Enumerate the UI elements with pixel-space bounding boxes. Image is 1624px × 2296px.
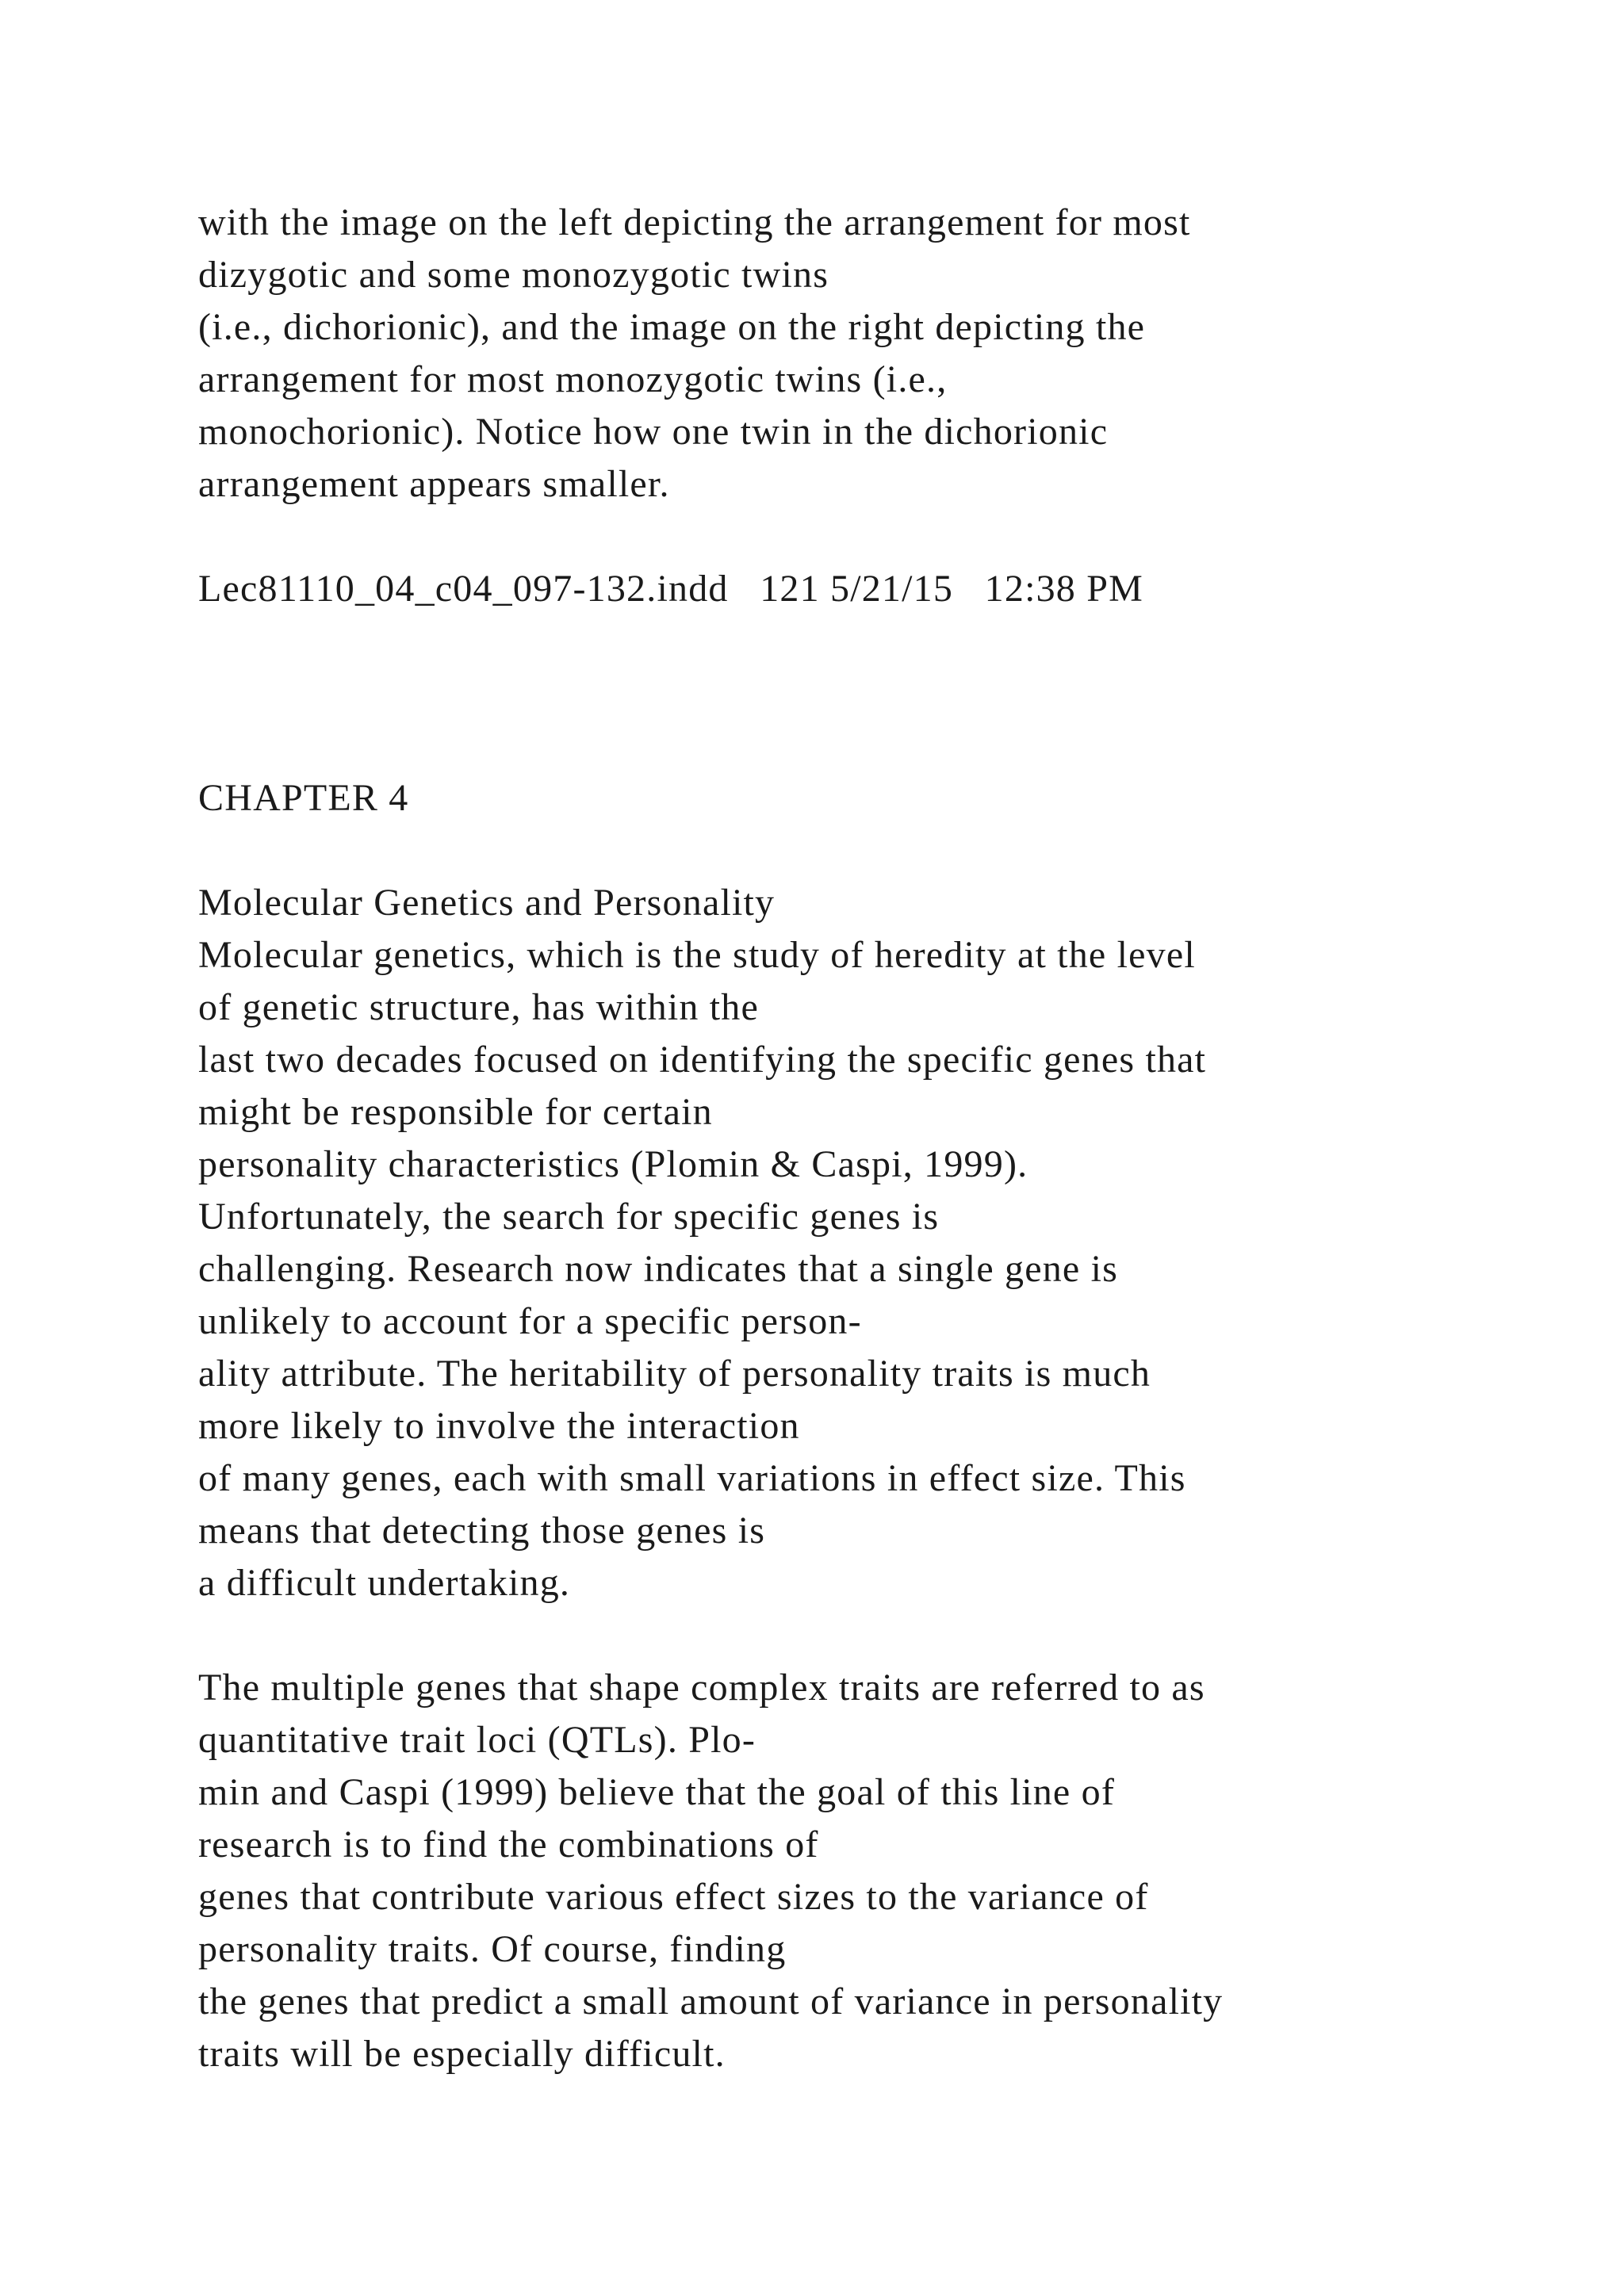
section-body bbox=[198, 877, 1586, 1609]
chapter-label: CHAPTER 4 bbox=[198, 777, 409, 819]
text-line: dizygotic and some monozygotic twins bbox=[198, 254, 829, 296]
text-line: a difficult undertaking. bbox=[198, 1562, 571, 1604]
section-title: Molecular Genetics and Personality bbox=[198, 882, 776, 924]
text-line: challenging. Research now indicates that a single gene is bbox=[198, 1248, 1119, 1290]
figure-caption bbox=[198, 197, 1586, 511]
text-line: arrangement for most monozygotic twins (i.e., bbox=[198, 358, 948, 400]
text-line: the genes that predict a small amount of variance in personality bbox=[198, 1980, 1224, 2022]
text-line: Molecular genetics, which is the study of heredity at the level bbox=[198, 934, 1196, 976]
text-line: might be responsible for certain bbox=[198, 1091, 713, 1133]
text-line: of many genes, each with small variations in effect size. This bbox=[198, 1457, 1186, 1499]
text-line: arrangement appears smaller. bbox=[198, 463, 670, 505]
text-line: of genetic structure, has within the bbox=[198, 986, 759, 1028]
text-line: more likely to involve the interaction bbox=[198, 1405, 800, 1447]
text-line: The multiple genes that shape complex traits are referred to as bbox=[198, 1667, 1205, 1709]
file-stamp: Lec81110_04_c04_097-132.indd 121 5/21/15 12:38 PM bbox=[198, 568, 1143, 610]
text-line: with the image on the left depicting the arrangement for most bbox=[198, 201, 1191, 243]
text-line: personality traits. Of course, finding bbox=[198, 1928, 787, 1970]
text-line: last two decades focused on identifying the specific genes that bbox=[198, 1039, 1207, 1081]
text-line: unlikely to account for a specific person- bbox=[198, 1300, 862, 1342]
text-line: quantitative trait loci (QTLs). Plo- bbox=[198, 1719, 756, 1761]
text-line: Unfortunately, the search for specific genes is bbox=[198, 1196, 940, 1238]
text-line: monochorionic). Notice how one twin in the dichorionic bbox=[198, 411, 1109, 453]
text-line: min and Caspi (1999) believe that the goal of this line of bbox=[198, 1771, 1116, 1813]
text-line: research is to find the combinations of bbox=[198, 1823, 819, 1866]
text-line: (i.e., dichorionic), and the image on the right depicting the bbox=[198, 306, 1146, 348]
text-line: genes that contribute various effect sizes to the variance of bbox=[198, 1876, 1149, 1918]
text-line: traits will be especially difficult. bbox=[198, 2033, 726, 2075]
text-line: means that detecting those genes is bbox=[198, 1510, 766, 1552]
text-line: ality attribute. The heritability of personality traits is much bbox=[198, 1353, 1151, 1395]
paragraph-qtl bbox=[198, 1662, 1586, 2080]
text-line: personality characteristics (Plomin & Caspi, 1999). bbox=[198, 1143, 1028, 1185]
